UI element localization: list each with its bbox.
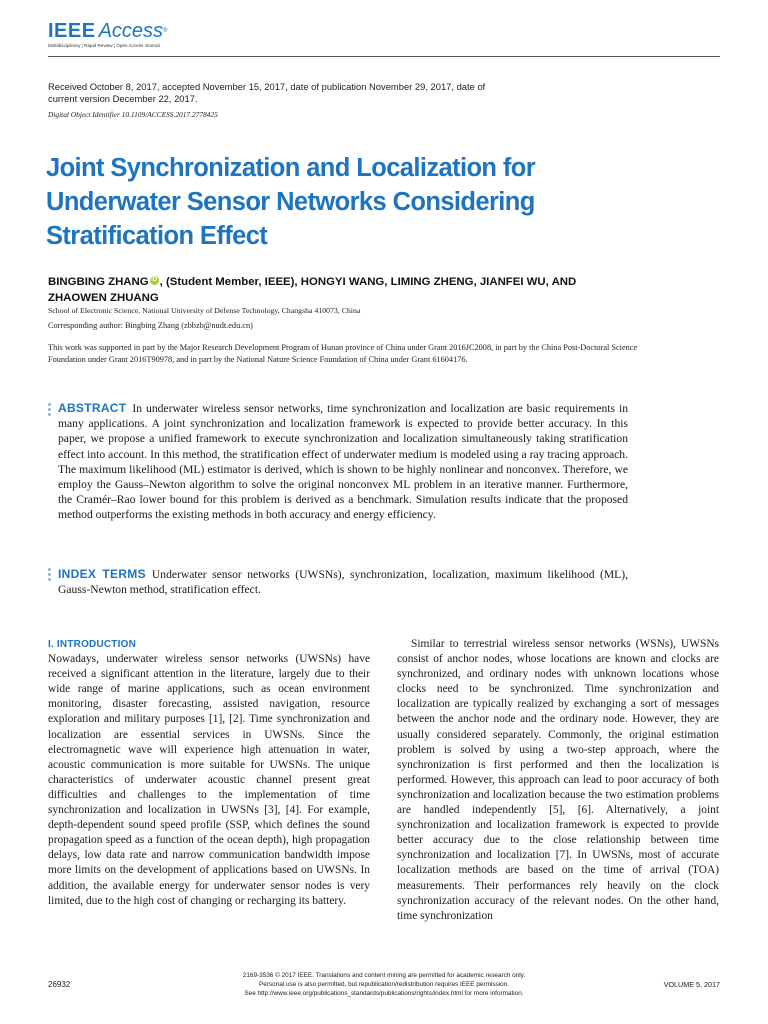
intro-paragraph-2: Similar to terrestrial wireless sensor networks (WSNs), UWSNs consist of anchor nodes, whose locations are known and clocks are synchronized, and ordinary nodes with unknown locations whose clocks need to be synchronized. Time synchronization and localization are typically realized by exchanging a sort of messages between the anchor node and the ordinary node. However, they are usually considered separately. Commonly, the original estimation problem is solved by using a two-step approach, where the synchronization is first performed and then the localization is performed. However, this approach can lead to poor accuracy of both synchronization and localization because the two estimation problems are handled independently [5], [6]. Alternatively, a joint synchronization and localization framework is expected to provide better accuracy due to the close relationship between time synchronization and localization [7]. In UWSNs, most of accurate localization methods are based on the time of arrival (TOA) measurements. Their performances rely heavily on the clock synchronization accuracy of the relevant nodes. On the other hand, time synchronization <box>397 638 719 922</box>
copyright-line-3[interactable]: See http://www.ieee.org/publications_standards/publications/rights/index.html for more information. <box>244 990 524 997</box>
first-author: BINGBING ZHANG <box>48 276 149 288</box>
section-heading: I. INTRODUCTION <box>48 639 136 650</box>
header-rule <box>48 56 720 57</box>
logo-access: Access <box>98 20 164 42</box>
index-terms-text: Underwater sensor networks (UWSNs), synchronization, localization, maximum likelihood (ML), Gauss-Newton method, stratification effect. <box>58 568 628 597</box>
other-authors: , (Student Member, IEEE), HONGYI WANG, LIMING ZHENG, JIANFEI WU, AND ZHAOWEN ZHUANG <box>48 276 577 304</box>
index-terms-label: INDEX TERMS <box>58 567 146 581</box>
index-terms-dots-icon <box>48 568 51 583</box>
body-right-column <box>397 637 719 924</box>
journal-logo <box>48 20 167 48</box>
index-terms <box>58 567 628 597</box>
logo-tagline: Multidisciplinary ¦ Rapid Review ¦ Open Access Journal <box>48 43 160 48</box>
funding-note: This work was supported in part by the Major Research Development Program of Hunan province of China under Grant 2016JC2008, in part by the China Post-Doctoral Science Foundation under Grant 2016T90978, and in part by the National Nature Science Foundation of China under Grant 61604176. <box>48 343 638 364</box>
copyright-line-1: 2169-3536 © 2017 IEEE. Translations and content mining are permitted for academic research only. <box>242 972 526 979</box>
logo-trademark: ® <box>163 28 168 34</box>
corresponding-author: Corresponding author: Bingbing Zhang (zbbzb@nudt.edu.cn) <box>48 321 253 330</box>
logo-ieee: IEEE <box>48 20 96 42</box>
abstract-text: In underwater wireless sensor networks, time synchronization and localization are basic requirements in many applications. A joint synchronization and localization framework is expected to provide better accuracy. In this paper, we propose a unified framework to execute synchronization and localization simultaneously taking stratification effect into account. In this method, the stratification effect of underwater medium is modeled using a ray tracing approach. The maximum likelihood (ML) estimator is derived, which is shown to be highly nonlinear and nonconvex. Therefore, we employ the Gauss–Newton algorithm to solve the original nonconvex ML problem in an iterative manner. Furthermore, the Cramér–Rao lower bound for this problem is derived as a benchmark. Simulation results indicate that the proposed method outperforms the existing methods in both accuracy and energy efficiency. <box>58 402 628 522</box>
copyright-line-2: Personal use is also permitted, but republication/redistribution requires IEEE permission. <box>258 981 510 988</box>
orcid-icon[interactable]: iD <box>151 277 158 283</box>
page-number: 26932 <box>48 980 71 989</box>
affiliation: School of Electronic Science, National University of Defense Technology, Changsha 410073, China <box>48 306 361 315</box>
intro-paragraph-1: Nowadays, underwater wireless sensor networks (UWSNs) have received a significant attention in the literature, largely due to their wide range of marine applications, such as ocean environment monitoring, disaster forecasting, assisted navigation, resource exploration and military purposes [1], [2]. Time synchronization and localization are essential services in UWSNs. Since the electromagnetic wave will experience high attenuation in water, acoustic communication is more suitable for UWSNs. The unique characteristics of underwater acoustic channel present great difficulties and challenges to the implementation of time synchronization and localization in UWSNs [3], [4]. For example, depth-dependent sound speed profile (SSP, which defines the sound propagation speed as a function of the ocean depth), high propagation delays, low data rate and narrow communication bandwidth impose more limits on the development of applications based on UWSNs. In addition, the available energy for underwater sensor nodes is very limited, due to the high cost of changing or recharging its battery. <box>48 653 370 907</box>
body-left-column <box>48 637 370 909</box>
publication-dates: Received October 8, 2017, accepted November 15, 2017, date of publication November 29, 2017, date of current version December 22, 2017. <box>48 81 486 104</box>
abstract <box>58 401 628 523</box>
author-list <box>48 274 608 306</box>
volume-info: VOLUME 5, 2017 <box>663 980 720 989</box>
abstract-label: ABSTRACT <box>58 401 127 415</box>
paper-title: Joint Synchronization and Localization for Underwater Sensor Networks Considering Stratification Effect <box>46 154 536 250</box>
copyright-notice <box>200 971 568 998</box>
logo-wordmark <box>48 20 167 42</box>
abstract-dots-icon <box>48 403 51 418</box>
doi-line: Digital Object Identifier 10.1109/ACCESS.2017.2778425 <box>48 110 218 119</box>
